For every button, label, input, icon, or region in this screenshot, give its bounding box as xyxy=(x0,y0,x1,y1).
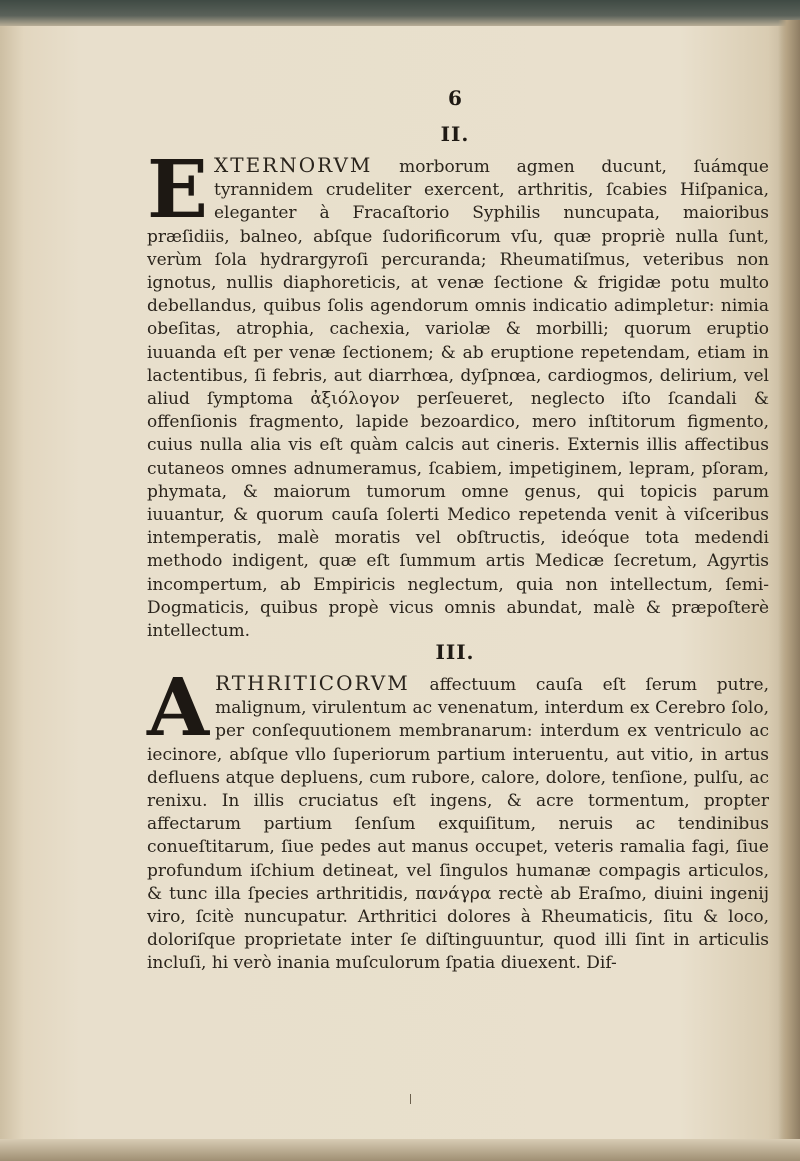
section-ii-body xyxy=(147,142,769,643)
section-heading-ii: II. xyxy=(440,122,470,146)
section-ii-text: morborum agmen ducunt, ſuámque tyrannidem crudeliter exercent, arthritis, ſcabies Hiſpanica, eleganter à Fracaſtorio Syphilis nuncupata, maioribus præſidiis, balneo, abſque ſudorificorum vſu, quæ propriè nulla ſunt, verùm ſola hydrargyroſi percuranda; Rheumatiſmus, veteribus non ignotus, nullis diaphoreticis, at venæ ſectione & frigidæ potu multo debellandus, quibus ſolis agendorum omnis indicatio adimpletur: nimia obeſitas, atrophia, cachexia, variolæ & morbilli; quorum eruptio iuuanda eſt per venæ ſectionem; & ab eruptione repetendam, etiam in lactentibus, ſi febris, aut diarrhœa, dyſpnœa, cardiogmos, delirium, vel aliud ſymptoma ἀξιόλογον perſeueret, neglecto iſto ſcandali & offenſionis fragmento, lapide bezoardico, mero inſtitorum figmento, cuius nulla alia vis eſt quàm calcis aut cineris. Externis illis affectibus cutaneos omnes adnumeramus, ſcabiem, impetiginem, lepram, pſoram, phymata, & maiorum tumorum omne genus, qui topicis parum iuuantur, & quorum cauſa ſolerti Medico repetenda venit à viſceribus intemperatis, malè moratis vel obſtructis, ideóque tota medendi methodo indigent, quæ eſt ſummum artis Medicæ ſecretum, Agyrtis incompertum, ab Empiricis neglectum, quia non intellectum, ſemi-Dogmaticis, quibus propè vicus omnis abundat, malè & præpoſterè intellectum. xyxy=(147,157,769,642)
page-top-edge xyxy=(0,0,800,26)
section-iii-paragraph xyxy=(147,660,770,976)
drop-cap: E xyxy=(147,142,208,236)
section-ii-paragraph xyxy=(147,142,769,643)
lead-words: XTERNORVM xyxy=(213,153,373,177)
section-heading-iii: III. xyxy=(435,640,475,664)
page-bottom-edge xyxy=(0,1139,800,1161)
page-mark xyxy=(410,1094,415,1104)
drop-cap: A xyxy=(147,660,210,754)
section-iii-text: affectuum cauſa eſt ſerum putre, malignum, virulentum ac venenatum, interdum ex Cerebro ſolo, per conſequutionem membranarum: interdum ex ventriculo ac iecinore, abſque vllo ſuperiorum partium interuentu, aut vitio, in artus defluens atque depluens, cum rubore, calore, dolore, tenſione, pulſu, ac renixu. In illis cruciatus eſt ingens, & acre tormentum, propter affectarum partium ſenſum exquiſitum, neruis ac tendinibus conueſtitarum, ſiue pedes aut manus occupet, veteris ramalia fagi, ſiue profundum iſchium detineat, vel ſingulos humanæ compagis articulos, & tunc illa ſpecies arthritidis, πανάγρα rectè ab Eraſmo, diuini ingenij viro, ſcitè nuncupatur. Arthritici dolores à Rheumaticis, ſitu & loco, doloriſque proprietate inter ſe diſtinguuntur, quod illi ſint in articulis incluſi, hi verò inania muſculorum ſpatia diuexent. Dif- xyxy=(147,675,770,974)
page-number: 6 xyxy=(448,86,462,110)
lead-words: RTHRITICORVM xyxy=(215,671,410,695)
page-right-edge xyxy=(778,20,800,1161)
section-iii-body xyxy=(147,660,770,976)
